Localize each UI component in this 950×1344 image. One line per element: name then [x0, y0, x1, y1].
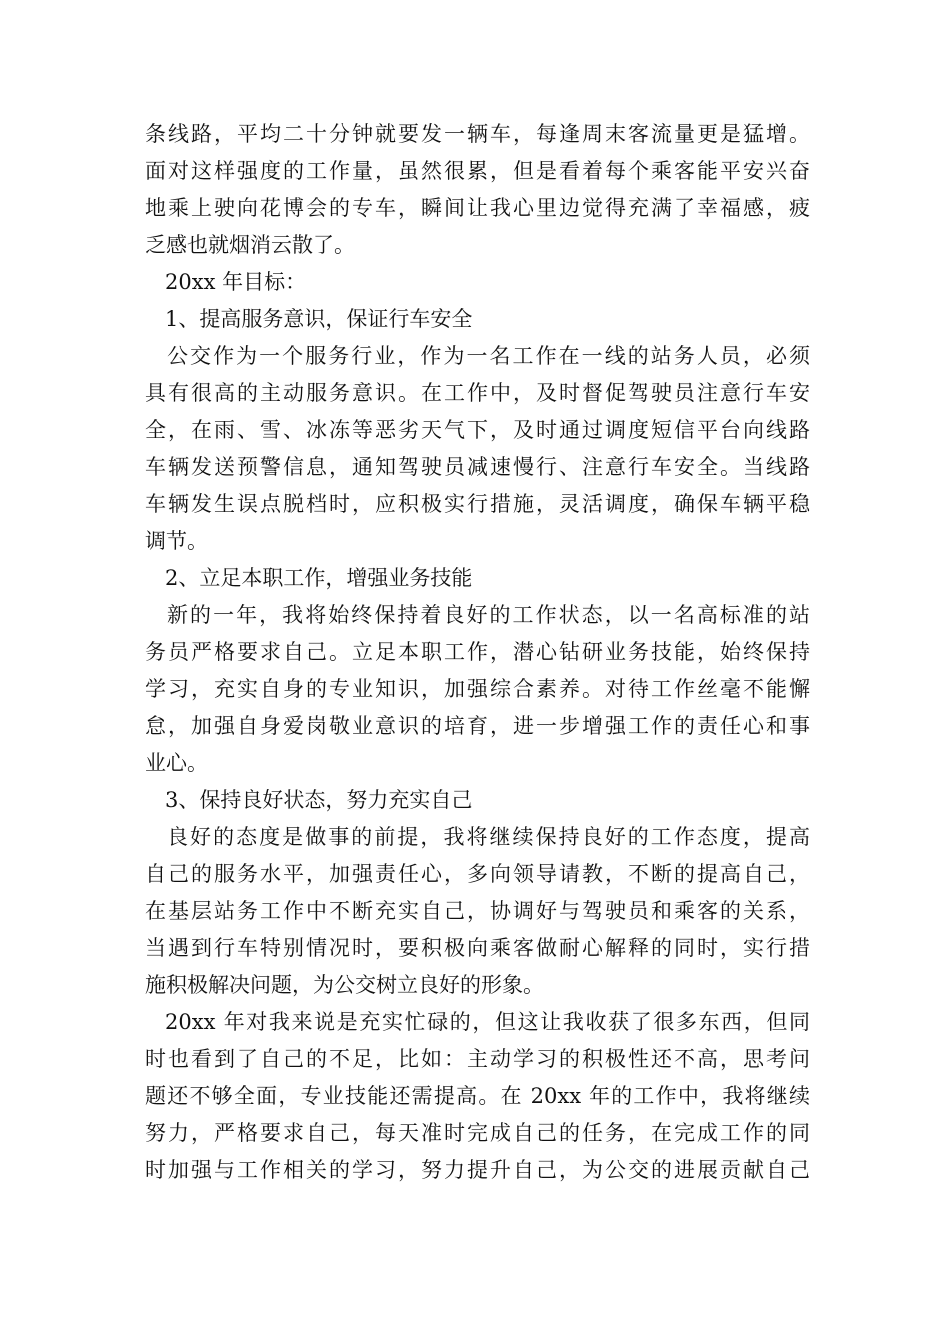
heading-goals: [145, 264, 810, 301]
paragraph-goal-3: [145, 819, 810, 1004]
paragraph-goal-2: [145, 597, 810, 782]
text-line: 怠，加强自身爱岗敬业意识的培育，进一步增强工作的责任心和事: [145, 714, 810, 738]
text-line: 努力，严格要求自己，每天准时完成自己的任务，在完成工作的同: [145, 1121, 810, 1145]
text-line: 20xx 年对我来说是充实忙碌的，但这让我收获了很多东西，但同: [165, 1010, 810, 1034]
text-line: 1、提高服务意识，保证行车安全: [165, 307, 473, 331]
text-line: 车辆发生误点脱档时，应积极实行措施，灵活调度，确保车辆平稳: [145, 492, 810, 516]
heading-goal-3: [145, 782, 810, 819]
paragraph-goal-1: [145, 338, 810, 560]
text-line: 在基层站务工作中不断充实自己，协调好与驾驶员和乘客的关系，: [145, 899, 810, 923]
text-line: 自己的服务水平，加强责任心，多向领导请教，不断的提高自己，: [145, 862, 810, 886]
text-line: 调节。: [145, 529, 208, 553]
text-line: 良好的态度是做事的前提，我将继续保持良好的工作态度，提高: [167, 825, 810, 849]
document-body: [145, 116, 810, 1189]
text-line: 业心。: [145, 751, 208, 775]
text-line: 2、立足本职工作，增强业务技能: [165, 566, 473, 590]
text-line: 务员严格要求自己。立足本职工作，潜心钻研业务技能，始终保持: [145, 640, 810, 664]
text-line: 时加强与工作相关的学习，努力提升自己，为公交的进展贡献自己: [145, 1158, 810, 1182]
text-line: 具有很高的主动服务意识。在工作中，及时督促驾驶员注意行车安: [145, 381, 810, 405]
text-line: 地乘上驶向花博会的专车，瞬间让我心里边觉得充满了幸福感，疲: [145, 196, 810, 220]
text-line: 题还不够全面，专业技能还需提高。在 20xx 年的工作中，我将继续: [145, 1084, 810, 1108]
text-line: 20xx 年目标：: [165, 270, 307, 294]
text-line: 3、保持良好状态，努力充实自己: [165, 788, 473, 812]
text-line: 全，在雨、雪、冰冻等恶劣天气下，及时通过调度短信平台向线路: [145, 418, 810, 442]
text-line: 施积极解决问题，为公交树立良好的形象。: [145, 973, 544, 997]
text-line: 公交作为一个服务行业，作为一名工作在一线的站务人员，必须: [167, 344, 810, 368]
heading-goal-1: [145, 301, 810, 338]
text-line: 当遇到行车特别情况时，要积极向乘客做耐心解释的同时，实行措: [145, 936, 810, 960]
text-line: 新的一年，我将始终保持着良好的工作状态，以一名高标准的站: [167, 603, 810, 627]
text-line: 学习，充实自身的专业知识，加强综合素养。对待工作丝毫不能懈: [145, 677, 810, 701]
text-line: 条线路，平均二十分钟就要发一辆车，每逢周末客流量更是猛增。: [145, 122, 810, 146]
paragraph-summary: [145, 1004, 810, 1189]
text-line: 面对这样强度的工作量，虽然很累，但是看着每个乘客能平安兴奋: [145, 159, 810, 183]
heading-goal-2: [145, 560, 810, 597]
text-line: 车辆发送预警信息，通知驾驶员减速慢行、注意行车安全。当线路: [145, 455, 810, 479]
text-line: 乏感也就烟消云散了。: [145, 233, 355, 257]
text-line: 时也看到了自己的不足，比如：主动学习的积极性还不高，思考问: [145, 1047, 810, 1071]
paragraph-flower-expo-service: [145, 116, 810, 264]
